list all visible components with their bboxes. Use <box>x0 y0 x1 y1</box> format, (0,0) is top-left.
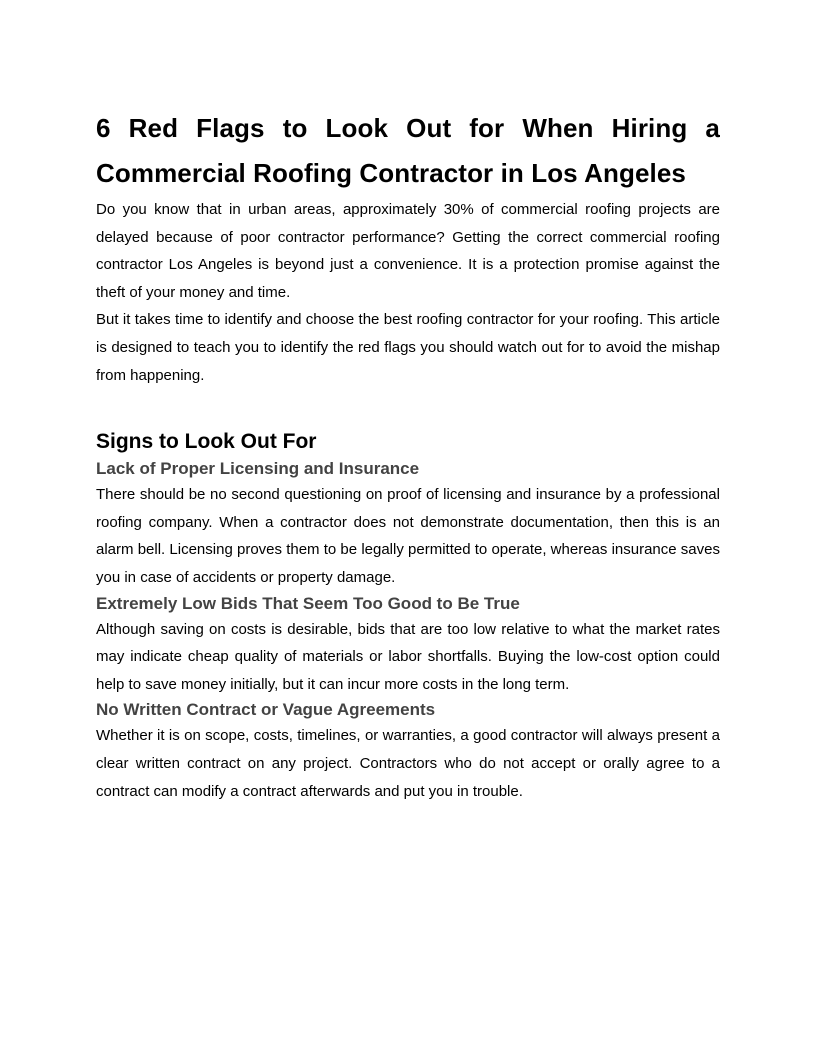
title-line-2: Commercial Roofing Contractor in Los Angeles <box>96 158 686 188</box>
subsection-body-licensing: There should be no second questioning on proof of licensing and insurance by a professional roofing company. When a contractor does not demonstrate documentation, then this is an alarm bell. Licensing proves them to be legally permitted to operate, whereas insurance saves you in case of accidents or property damage. <box>96 486 720 586</box>
subsection-body-low-bids: Although saving on costs is desirable, bids that are too low relative to what the market rates may indicate cheap quality of materials or labor shortfalls. Buying the low-cost option could help to save money initially, but it can incur more costs in the long term. <box>96 620 720 693</box>
subsection-body-contract: Whether it is on scope, costs, timelines, or warranties, a good contractor will always present a clear written contract on any project. Contractors who do not accept or orally agree to a contract can modify a contract afterwards and put you in trouble. <box>96 727 720 800</box>
subsection-heading-licensing: Lack of Proper Licensing and Insurance <box>96 459 420 479</box>
intro-paragraph-1: Do you know that in urban areas, approximately 30% of commercial roofing projects are delayed because of poor contractor performance? Getting the correct commercial roofing contractor Los Angeles is beyond just a convenience. It is a protection promise against the theft of your money and time. <box>96 201 720 301</box>
section-heading: Signs to Look Out For <box>96 430 317 454</box>
subsection-heading-contract: No Written Contract or Vague Agreements <box>96 700 436 720</box>
document-title <box>96 106 720 196</box>
subsection-heading-low-bids: Extremely Low Bids That Seem Too Good to Be True <box>96 593 520 613</box>
intro-paragraph-2: But it takes time to identify and choose the best roofing contractor for your roofing. This article is designed to teach you to identify the red flags you should watch out for to avoid the mishap from happening. <box>96 311 720 384</box>
document-page <box>96 0 720 805</box>
title-line-1: 6 Red Flags to Look Out for When Hiring a <box>96 113 720 143</box>
